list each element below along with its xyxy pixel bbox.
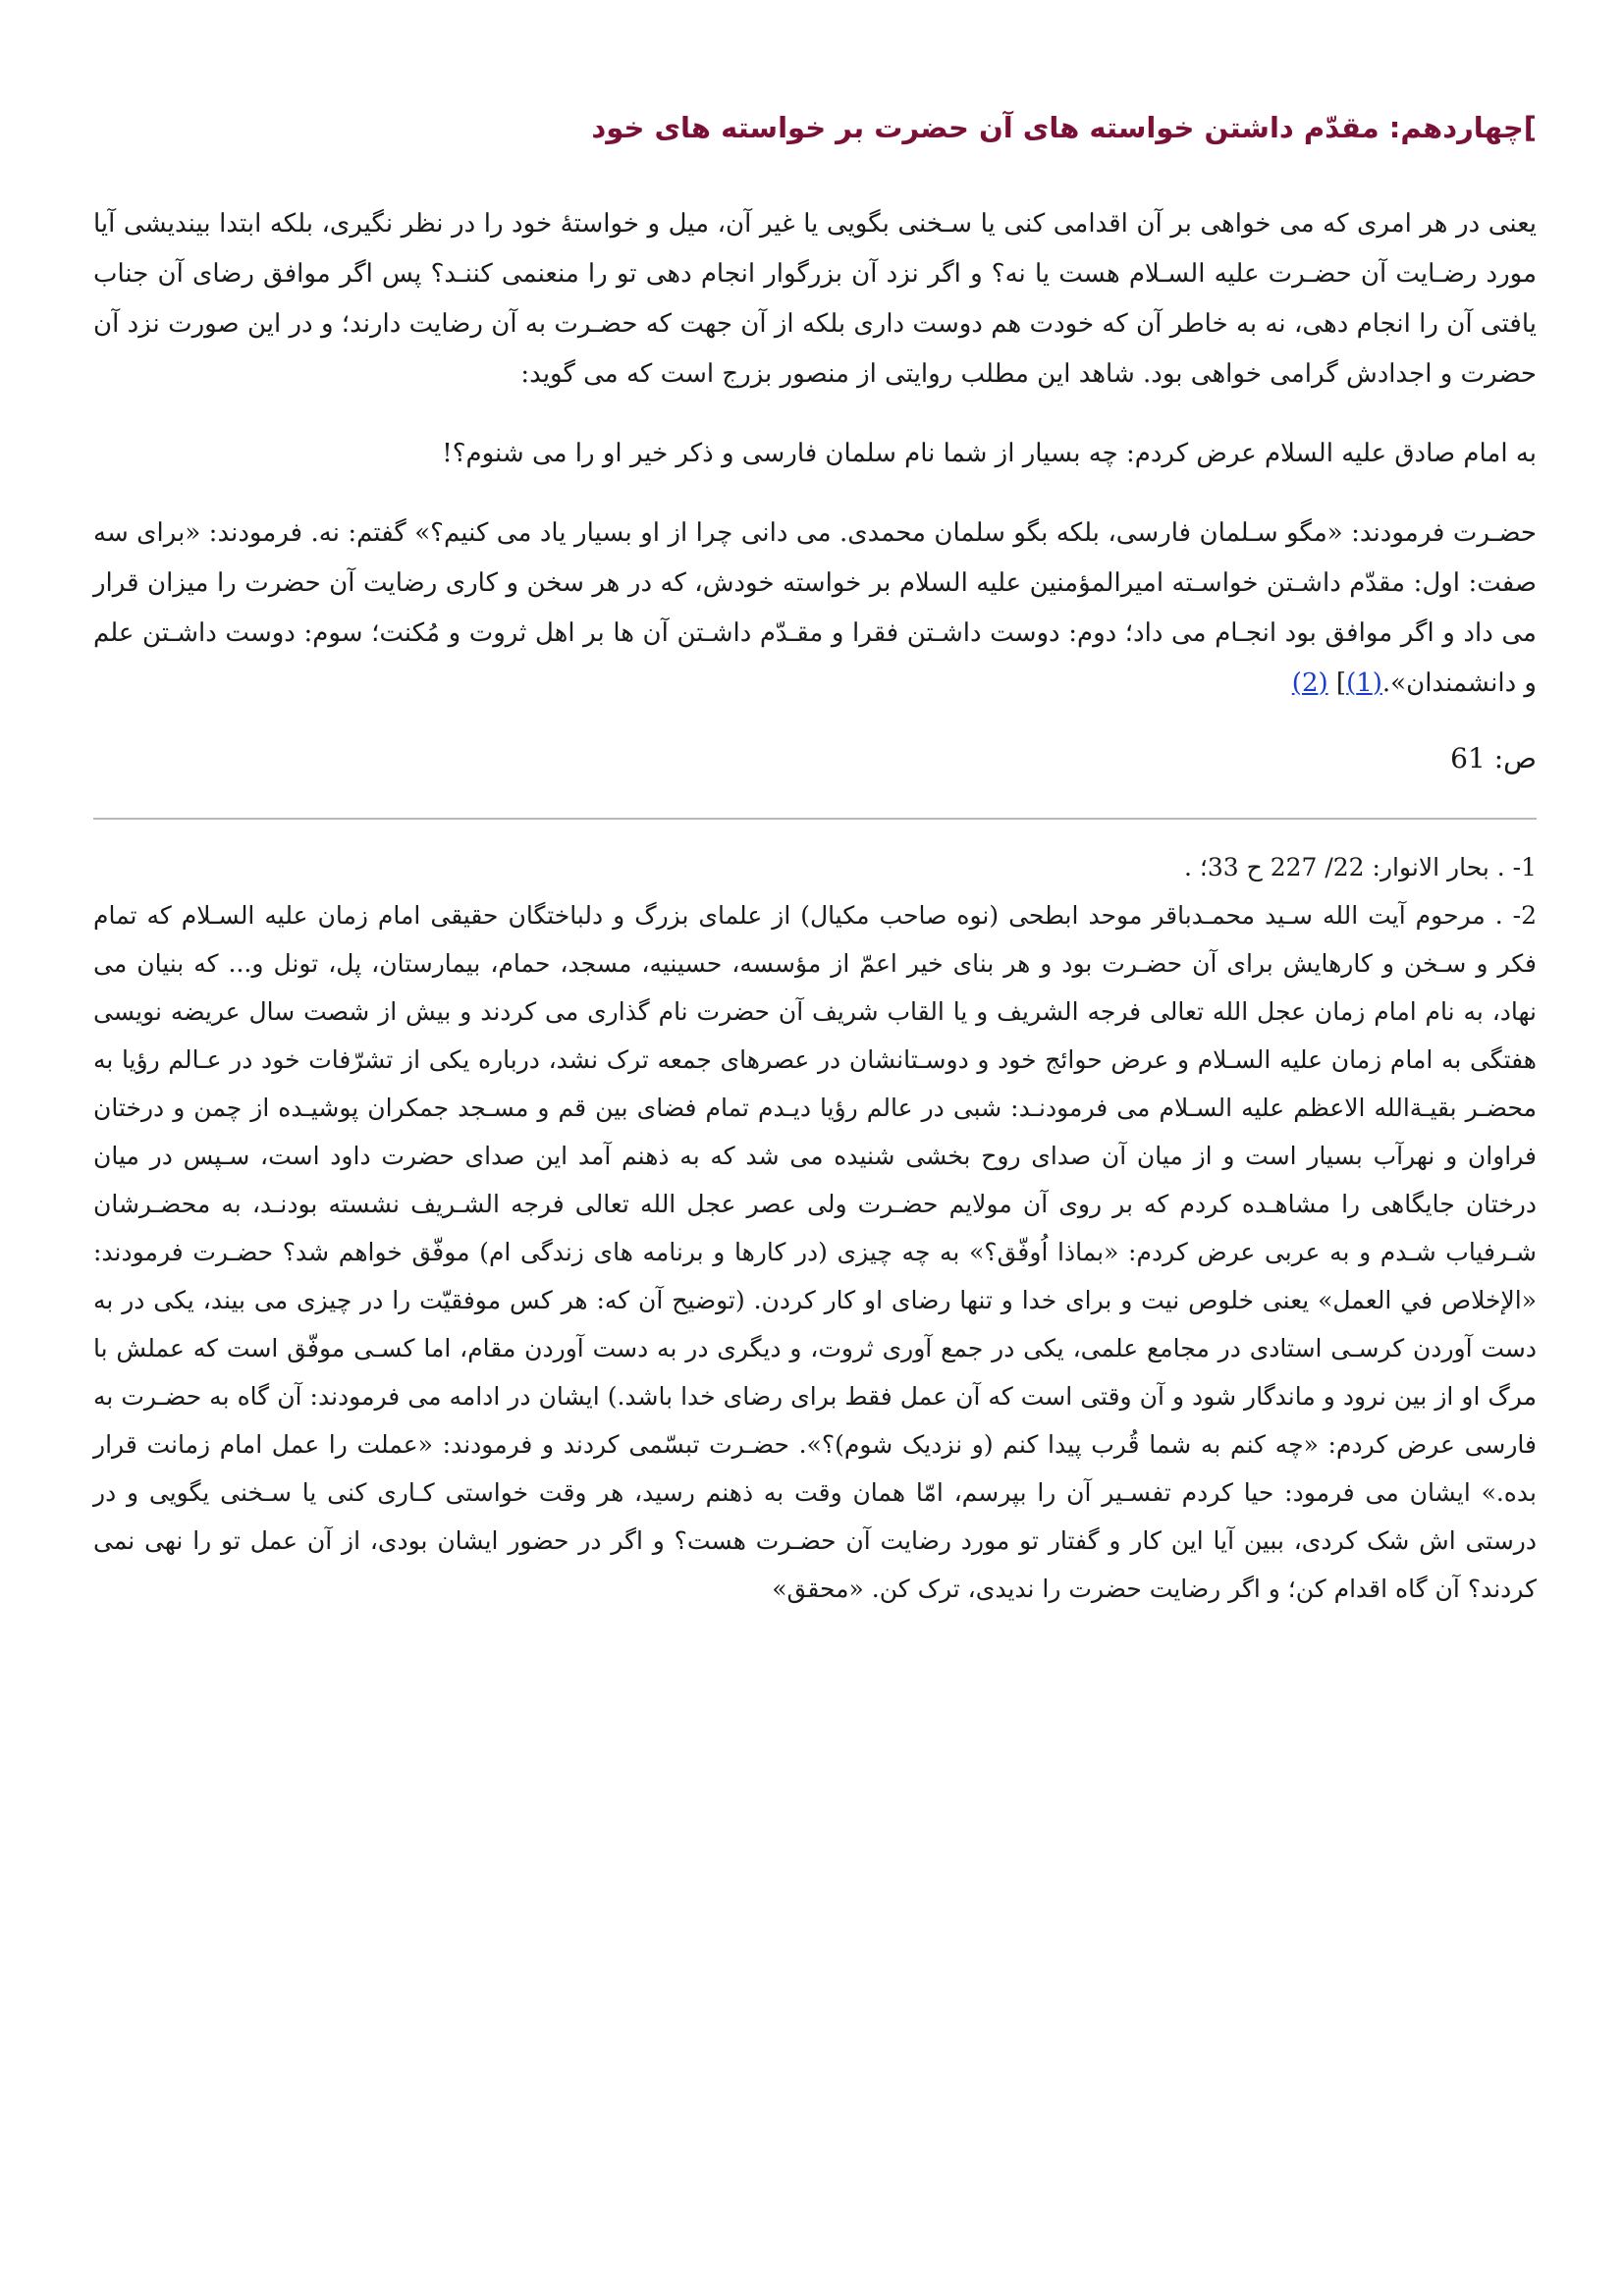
paragraph-answer-text: حضـرت فرمودند: «مگو سـلمان فارسی، بلکه بگو سلمان محمدی. می دانی چرا از او بسیار یاد می کنیم؟» گفتم: نه. فرمودند: «برای سه صفت: اول: مقدّم داشـتن خواسـته امیرالمؤمنین علیه السلام بر خواسته خودش، که در هر سخن و کاری رضایت آن حضرت را میزان قرار می داد و اگر موافق بود انجـام می داد؛ دوم: دوست داشـتن فقرا و مقـدّم داشـتن آن ها بر اهل ثروت و مُکنت؛ سوم: دوست داشـتن علم و دانشمندان». <box>93 517 1537 698</box>
footnote-ref-1[interactable]: (1) <box>1346 667 1382 698</box>
footnote-refs <box>1292 668 1382 698</box>
section-heading: ]چهاردهم: مقدّم داشتن خواسته های آن حضرت بر خواسته های خود <box>591 111 1537 144</box>
paragraph-question: به امام صادق علیه السلام عرض کردم: چه بسیار از شما نام سلمان فارسی و ذکر خیر او را می شنوم؟! <box>442 438 1537 468</box>
ref-bracket: ] <box>1335 667 1347 698</box>
footnote-ref-2[interactable]: (2) <box>1291 667 1328 698</box>
footnote-divider <box>93 818 1537 820</box>
page-number: ص: 61 <box>1450 741 1537 774</box>
footnote-1: 1- . بحار الانوار: 22/ 227 ح 33؛ . <box>1184 852 1537 881</box>
paragraph-intro: یعنی در هر امری که می خواهی بر آن اقدامی کنی یا سـخنی بگویی یا غیر آن، میل و خواستهٔ خود را در نظر نگیری، بلکه ابتدا بیندیشی آیا مورد رضـایت آن حضـرت علیه السـلام هست یا نه؟ و اگر نزد آن بزرگوار انجام دهی تو را منعنمی کننـد؟ پس اگر موافق رضای آن جناب یافتی آن را انجام دهی، نه به خاطر آن که خودت هم دوست داری بلکه از آن جهت که حضـرت به آن رضایت دارند؛ و در این صورت نزد آن حضرت و اجدادش گرامی خواهی بود. شاهد این مطلب روایتی از منصور بزرج است که می گوید: <box>93 208 1537 389</box>
footnote-2: 2- . مرحوم آیت الله سـید محمـدباقر موحد ابطحی (نوه صاحب مکیال) از علمای بزرگ و دلباختگان حقیقی امام زمان علیه السـلام که تمام فکر و سـخن و کارهایش برای آن حضـرت بود و هر بنای خیر اعمّ از مؤسسه، حسینیه، مسجد، حمام، بیمارستان، پل، تونل و... که بنیان می نهاد، به نام امام زمان عجل الله تعالی فرجه الشریف و یا القاب شریف آن حضرت نام گذاری می کردند و بیش از شصت سال عریضه نویسی هفتگی به امام زمان علیه السـلام و عرض حوائج خود و دوسـتانشان در عصرهای جمعه ترک نشد، درباره یکی از تشرّفات خود در عـالم رؤیا به محضـر بقیـةالله الاعظم علیه السـلام می فرمودنـد: شبی در عالم رؤیا دیـدم تمام فضای بین قم و مسـجد جمکران پوشیـده از چمن و درختان فراوان و نهرآب بسیار است و از میان آن صدای روح بخشی شنیده می شد که به ذهنم آمد این صدای حضرت داود است، سـپس در میان درختان جایگاهی را مشاهـده کردم که بر روی آن مولایم حضـرت ولی عصر عجل الله تعالی فرجه الشـریف نشسته بودنـد، به محضـرشان شـرفیاب شـدم و به عربی عرض کردم: «بماذا اُوفّق؟» به چه چیزی (در کارها و برنامه های زندگی ام) موفّق خواهم شد؟ حضـرت فرمودند: «الإخلاص في العمل» یعنی خلوص نیت و برای خدا و تنها رضای او کار کردن. (توضیح آن که: هر کس موفقیّت را در چیزی می بیند، یکی در به دست آوردن کرسـی استادی در مجامع علمی، یکی در جمع آوری ثروت، و دیگری در به دست آوردن مقام، اما کسـی موفّق است که عملش با مرگ او از بین نرود و ماندگار شود و آن وقتی است که آن عمل فقط برای رضای خدا باشد.) ایشان در ادامه می فرمودند: آن گاه به حضـرت به فارسی عرض کردم: «چه کنم به شما قُرب پیدا کنم (و نزدیک شوم)؟». حضـرت تبسّمی کردند و فرمودند: «عملت را عمل امام زمانت قرار بده.» ایشان می فرمود: حیا کردم تفسـیر آن را بپرسم، امّا همان وقت به ذهنم رسید، هر وقت خواستی کـاری کنی یا سـخنی یگویی و در درستی اش شک کردی، ببین آیا این کار و گفتار تو مورد رضایت آن حضـرت هست؟ و اگر در حضور ایشان بودی، از آن عمل تو را نهی نمی کردند؟ آن گاه اقدام کن؛ و اگر رضایت حضرت را ندیدی، ترک کن. «محقق» <box>93 900 1537 1603</box>
page-content <box>93 108 1537 1613</box>
paragraph-answer <box>93 508 1537 709</box>
